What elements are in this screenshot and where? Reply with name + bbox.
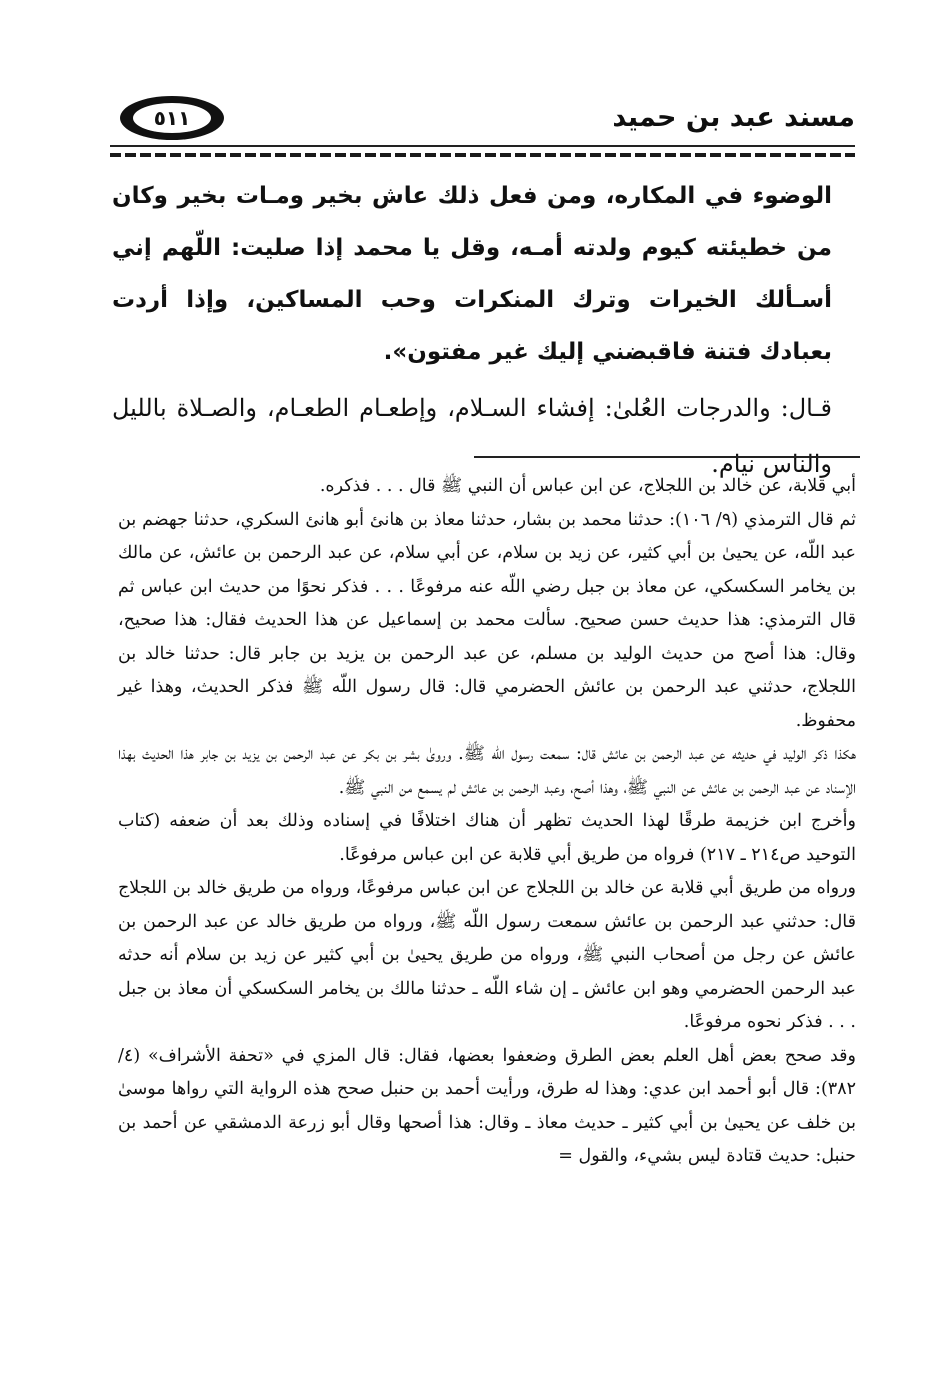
header-rule [110,145,855,147]
page-header [110,96,855,152]
footnote-paragraph: هكذا ذكر الوليد في حديثه عن عبد الرحمن بن عائش قال: سمعت رسول اللّه ﷺ. وروىٰ بشر بن بكر عن عبد الرحمن بن يزيد بن جابر هذا الحديث بهذا الإسناد عن عبد الرحمن بن عائش عن النبي ﷺ، وهذا أصح، وعبد الرحمن بن عائش لم يسمع من النبي ﷺ. [118,744,856,798]
page-number-badge [120,96,224,140]
footnote-paragraph: وقد صحح بعض أهل العلم بعض الطرق وضعفوا بعضها، فقال: قال المزي في «تحفة الأشراف» (٤/ ٣٨٢): قال أبو أحمد ابن عدي: وهذا له طرق، ورأيت أحمد بن حنبل صحح هذه الرواية التي رواها موسىٰ بن خلف عن يحيىٰ بن أبي كثير ـ حديث معاذ ـ وقال: هذا أصحها وقال أبو زرعة الدمشقي عن أحمد بن حنبل: حديث قتادة ليس بشيء، والقول = [118,1045,856,1166]
main-paragraph-1: الوضوء في المكاره، ومن فعل ذلك عاش بخير ومـات بخير وكان من خطيئته كيوم ولدته أمـه، وقل يا محمد إذا صليت: اللّهم إني أسـألك الخيرات وترك المنكرات وحب المساكين، وإذا أردت بعبادك فتنة فاقبضني إليك غير مفتون». [112,183,832,365]
footnote-paragraph: أبي قلابة، عن خالد بن اللجلاج، عن ابن عباس أن النبي ﷺ قال . . . فذكره. [319,476,856,496]
footnote-paragraph: وأخرج ابن خزيمة طرقًا لهذا الحديث تظهر أن هناك اختلافًا في إسناده وذلك بعد أن ضعفه (كتاب التوحيد ص٢١٤ ـ ٢١٧) فرواه من طريق أبي قلابة عن ابن عباس مرفوعًا. [118,811,856,865]
main-paragraph-2: قـال: والدرجات العُلىٰ: إفشاء السـلام، وإطعـام الطعـام، والصـلاة بالليل والناس نيام. [112,394,832,478]
book-title: مسند عبد بن حميد [612,102,855,133]
footnote-paragraph: ورواه من طريق أبي قلابة عن خالد بن اللجلاج عن ابن عباس مرفوعًا، ورواه من طريق خالد بن اللجلاج قال: حدثني عبد الرحمن بن عائش سمعت رسول اللّه ﷺ، ورواه من طريق خالد عن عبد الرحمن بن عائش عن رجل من أصحاب النبي ﷺ، ورواه من طريق يحيىٰ بن أبي كثير عن زيد بن سلام أنه حدثه عبد الرحمن الحضرمي وهو ابن عائش ـ إن شاء اللّه ـ حدثنا مالك بن يخامر السكسكي أن معاذ بن جبل . . . فذكر نحوه مرفوعًا. [118,878,856,1032]
page-number: ٥١١ [133,103,211,133]
footnote-paragraph: ثم قال الترمذي (٩/ ١٠٦): حدثنا محمد بن بشار، حدثنا معاذ بن هانئ أبو هانئ السكري، حدثنا جهضم بن عبد اللّه، عن يحيىٰ بن أبي كثير، عن زيد بن سلام، عن أبي سلام، عن عبد الرحمن بن عائش، عن مالك بن يخامر السكسكي، عن معاذ بن جبل رضي اللّه عنه مرفوعًا . . . فذكر نحوًا من حديث ابن عباس ثم قال الترمذي: هذا حديث حسن صحيح. سألت محمد بن إسماعيل عن هذا الحديث فقال: هذا صحيح، وقال: هذا أصح من حديث الوليد بن مسلم، عن عبد الرحمن بن يزيد بن جابر قال: حدثنا خالد بن اللجلاج، حدثني عبد الرحمن بن عائش الحضرمي قال: قال رسول اللّه ﷺ فذكر الحديث، وهذا غير محفوظ. [118,509,856,731]
main-text [112,170,832,492]
header-dashed-rule [110,153,855,157]
footnote-divider [474,456,860,458]
footnotes [118,470,856,1174]
